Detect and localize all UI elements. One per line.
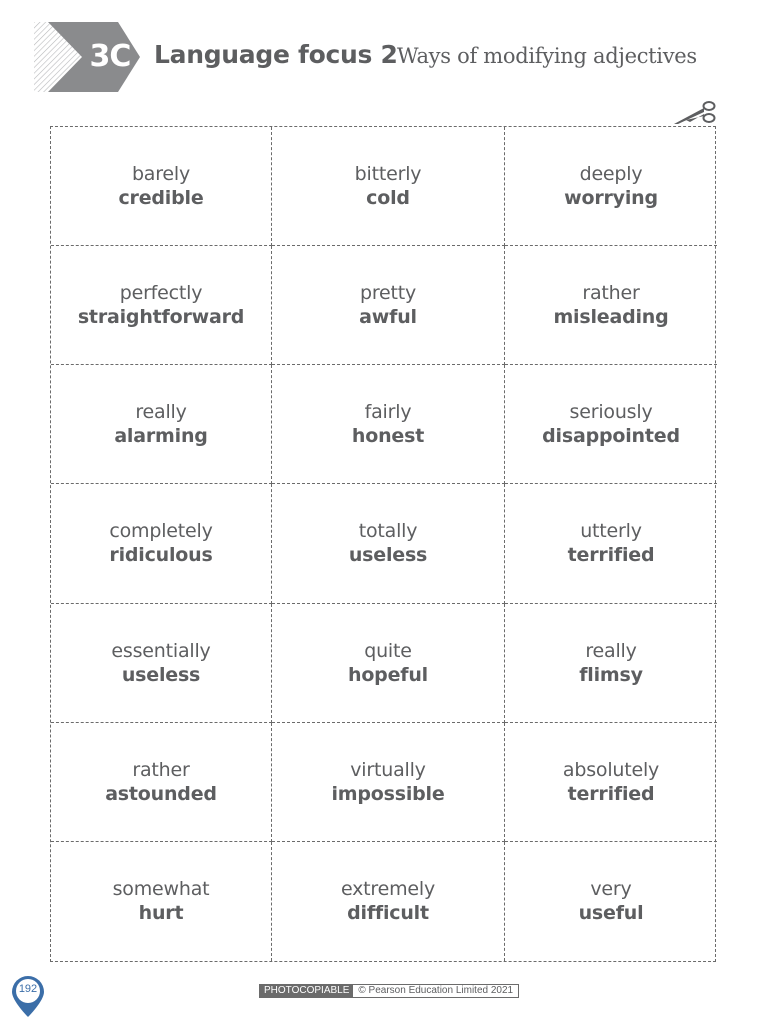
card-adjective: straightforward <box>77 306 245 329</box>
card-adverb: extremely <box>340 878 436 901</box>
card-adverb: very <box>590 878 632 901</box>
card-adverb: essentially <box>111 639 211 662</box>
card-adverb: really <box>135 401 187 424</box>
card-adverb: completely <box>109 520 213 543</box>
card-adjective: cold <box>366 187 410 210</box>
word-card <box>505 365 717 484</box>
card-adjective: impossible <box>331 782 445 805</box>
word-card <box>505 127 717 246</box>
card-adverb: rather <box>582 282 640 305</box>
word-card <box>505 484 717 603</box>
word-card <box>51 723 272 842</box>
word-card <box>505 723 717 842</box>
copyright-text: © Pearson Education Limited 2021 <box>358 985 514 996</box>
card-adverb: absolutely <box>562 758 660 781</box>
card-adjective: disappointed <box>542 425 680 448</box>
card-adjective: flimsy <box>579 663 643 686</box>
card-adjective: hurt <box>138 902 184 925</box>
word-card <box>51 246 272 365</box>
footer-copyright <box>259 984 519 998</box>
card-adjective: alarming <box>114 425 208 448</box>
card-adverb: really <box>585 639 637 662</box>
card-adjective: useful <box>578 902 644 925</box>
page-number: 192 <box>18 983 38 995</box>
card-adverb: rather <box>132 758 190 781</box>
card-adjective: honest <box>351 425 425 448</box>
word-card <box>272 246 505 365</box>
card-adjective: ridiculous <box>109 544 213 567</box>
word-card <box>272 365 505 484</box>
word-card <box>505 604 717 723</box>
card-adjective: credible <box>118 187 204 210</box>
unit-code: 3C <box>89 39 131 74</box>
card-adjective: useless <box>121 663 201 686</box>
word-card <box>272 842 505 961</box>
card-adverb: quite <box>364 639 412 662</box>
card-adverb: barely <box>131 163 191 186</box>
card-adverb: bitterly <box>354 163 422 186</box>
location-pin-icon <box>9 973 47 1019</box>
page-subtitle: Ways of modifying adjectives <box>397 44 697 68</box>
card-adverb: deeply <box>579 163 643 186</box>
word-card <box>51 604 272 723</box>
word-card <box>51 365 272 484</box>
word-card <box>505 842 717 961</box>
scissors-icon <box>672 98 718 128</box>
card-adverb: seriously <box>569 401 653 424</box>
word-card <box>272 723 505 842</box>
card-grid <box>50 126 716 962</box>
page-title: Language focus 2 <box>154 40 398 69</box>
card-adjective: worrying <box>564 187 658 210</box>
word-card <box>505 246 717 365</box>
word-card <box>51 842 272 961</box>
card-adjective: hopeful <box>348 663 428 686</box>
word-card <box>51 127 272 246</box>
card-adverb: somewhat <box>112 878 210 901</box>
card-adverb: pretty <box>359 282 417 305</box>
card-adjective: misleading <box>553 306 669 329</box>
card-adverb: utterly <box>580 520 642 543</box>
card-adverb: fairly <box>364 401 412 424</box>
card-adjective: terrified <box>567 782 655 805</box>
card-adverb: totally <box>358 520 418 543</box>
word-card <box>272 604 505 723</box>
card-adjective: difficult <box>347 902 429 925</box>
card-adverb: virtually <box>350 758 426 781</box>
unit-tab <box>34 22 140 92</box>
word-card <box>51 484 272 603</box>
card-adjective: terrified <box>567 544 655 567</box>
card-adverb: perfectly <box>119 282 203 305</box>
photocopiable-label: PHOTOCOPIABLE <box>260 985 353 997</box>
card-adjective: astounded <box>105 782 217 805</box>
card-adjective: useless <box>348 544 428 567</box>
word-card <box>272 484 505 603</box>
card-adjective: awful <box>359 306 417 329</box>
word-card <box>272 127 505 246</box>
